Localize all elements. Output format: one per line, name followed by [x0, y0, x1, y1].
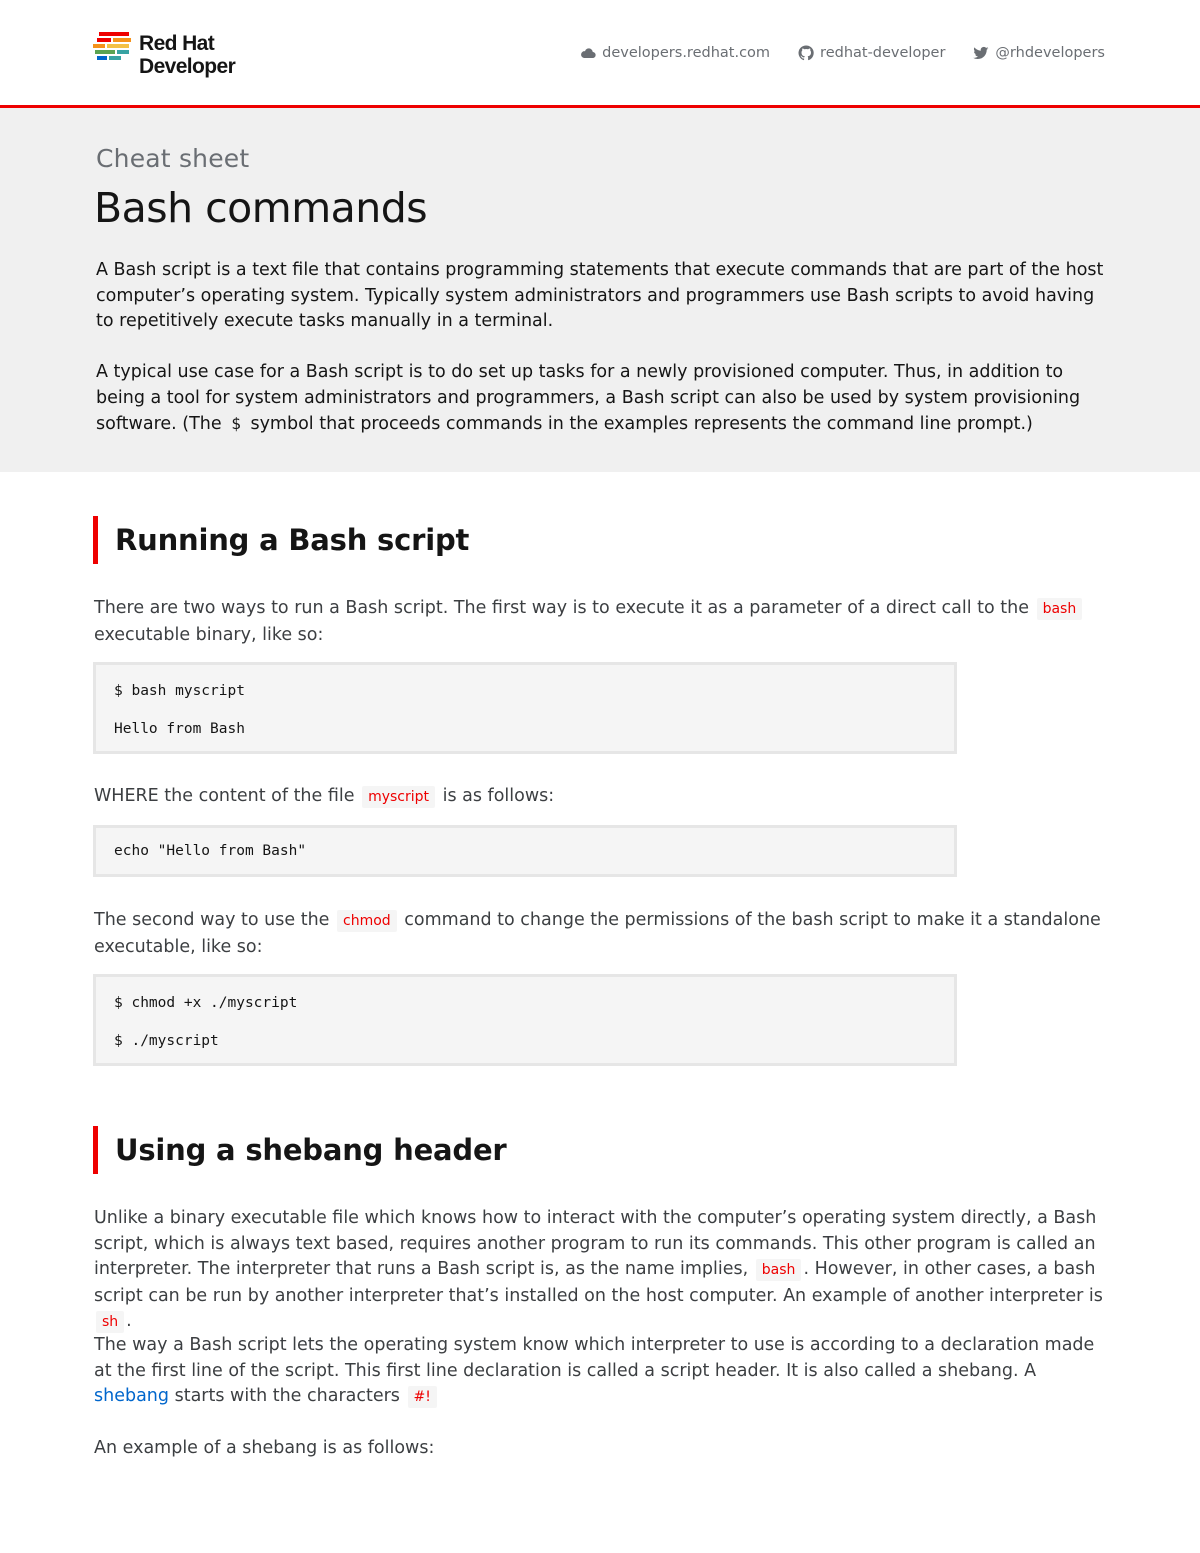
code-line: Hello from Bash — [114, 721, 245, 737]
code-block-chmod — [93, 974, 957, 1066]
text: is as follows: — [442, 786, 555, 806]
inline-code-bash: bash — [756, 1259, 802, 1281]
text: starts with the characters — [174, 1386, 400, 1406]
red-hat-developer-logo[interactable] — [93, 30, 253, 82]
text: WHERE the content of the file — [94, 786, 355, 806]
eyebrow-label: Cheat sheet — [96, 144, 250, 173]
text: . However, in other cases, a bash script can be run by another interpreter that’s installed on the host computer. An example of another interpreter is — [94, 1259, 1103, 1306]
intro-paragraph-1: A Bash script is a text file that contains programming statements that execute commands that are part of the host computer’s operating system. Typically system administrators and programmers use Bash scripts to avoid having to repetitively execute tasks manually in a terminal. — [96, 260, 1104, 331]
text: . — [126, 1311, 132, 1331]
cloud-icon — [580, 45, 596, 61]
logo-mark-icon — [93, 32, 133, 62]
shebang-paragraph-3: An example of a shebang is as follows: — [94, 1438, 435, 1458]
running-paragraph-1 — [94, 596, 1106, 648]
text: command to change the permissions of the bash script to make it a standalone executable, like so: — [94, 910, 1101, 957]
inline-code-myscript: myscript — [362, 786, 435, 808]
intro-section — [0, 108, 1200, 472]
inline-code-chmod: chmod — [337, 910, 397, 932]
website-link-label: developers.redhat.com — [602, 45, 771, 61]
website-link[interactable] — [580, 45, 770, 61]
code-line: $ chmod +x ./myscript — [114, 995, 298, 1011]
running-paragraph-2 — [94, 784, 1106, 811]
twitter-link[interactable] — [973, 45, 1105, 61]
header-links — [580, 45, 1105, 61]
code-line: echo "Hello from Bash" — [114, 843, 307, 859]
prompt-symbol: $ — [231, 414, 241, 433]
running-paragraph-3 — [94, 908, 1106, 960]
text: There are two ways to run a Bash script. The first way is to execute it as a parameter of a direct call to the — [94, 598, 1029, 618]
code-line: $ ./myscript — [114, 1033, 219, 1049]
inline-code-sh: sh — [96, 1311, 124, 1333]
page-title: Bash commands — [94, 184, 428, 232]
logo-line-1: Red Hat — [139, 32, 215, 55]
code-line: $ bash myscript — [114, 683, 245, 699]
inline-code-shebang-chars: #! — [408, 1386, 437, 1408]
twitter-link-label: @rhdevelopers — [995, 45, 1105, 61]
text: The second way to use the — [94, 910, 330, 930]
text: The way a Bash script lets the operating system know which interpreter to use is according to a declaration made at the first line of the script. This first line declaration is called a script header. It is also called a shebang. A — [94, 1335, 1095, 1381]
shebang-paragraph-2 — [94, 1333, 1106, 1411]
section-heading-running: Running a Bash script — [93, 516, 469, 564]
text: Unlike a binary executable file which knows how to interact with the computer’s operating system directly, a Bash script, which is always text based, requires another program to run its commands. This other program is called an interpreter. The interpreter that runs a Bash script is, as the name implies, — [94, 1208, 1097, 1279]
code-block-run-bash — [93, 662, 957, 754]
shebang-paragraph-1 — [94, 1206, 1106, 1336]
shebang-link[interactable]: shebang — [94, 1386, 170, 1406]
logo-line-2: Developer — [139, 55, 236, 78]
intro-paragraph-2 — [96, 360, 1106, 438]
code-block-myscript-content — [93, 825, 957, 877]
github-icon — [798, 45, 814, 61]
inline-code-bash: bash — [1037, 598, 1083, 620]
intro-p2-text-a: A typical use case for a Bash script is to do set up tasks for a newly provisioned computer. Thus, in addition to being a tool for system administrators and programmers, a Bash script can also be used by system provisioning software. (The — [96, 362, 1081, 434]
twitter-icon — [973, 45, 989, 61]
github-link-label: redhat-developer — [820, 45, 946, 61]
section-heading-shebang: Using a shebang header — [93, 1126, 507, 1174]
page-header — [0, 0, 1200, 108]
intro-p2-text-b: symbol that proceeds commands in the examples represents the command line prompt.) — [250, 414, 1033, 434]
text: executable binary, like so: — [94, 624, 324, 645]
github-link[interactable] — [798, 45, 945, 61]
